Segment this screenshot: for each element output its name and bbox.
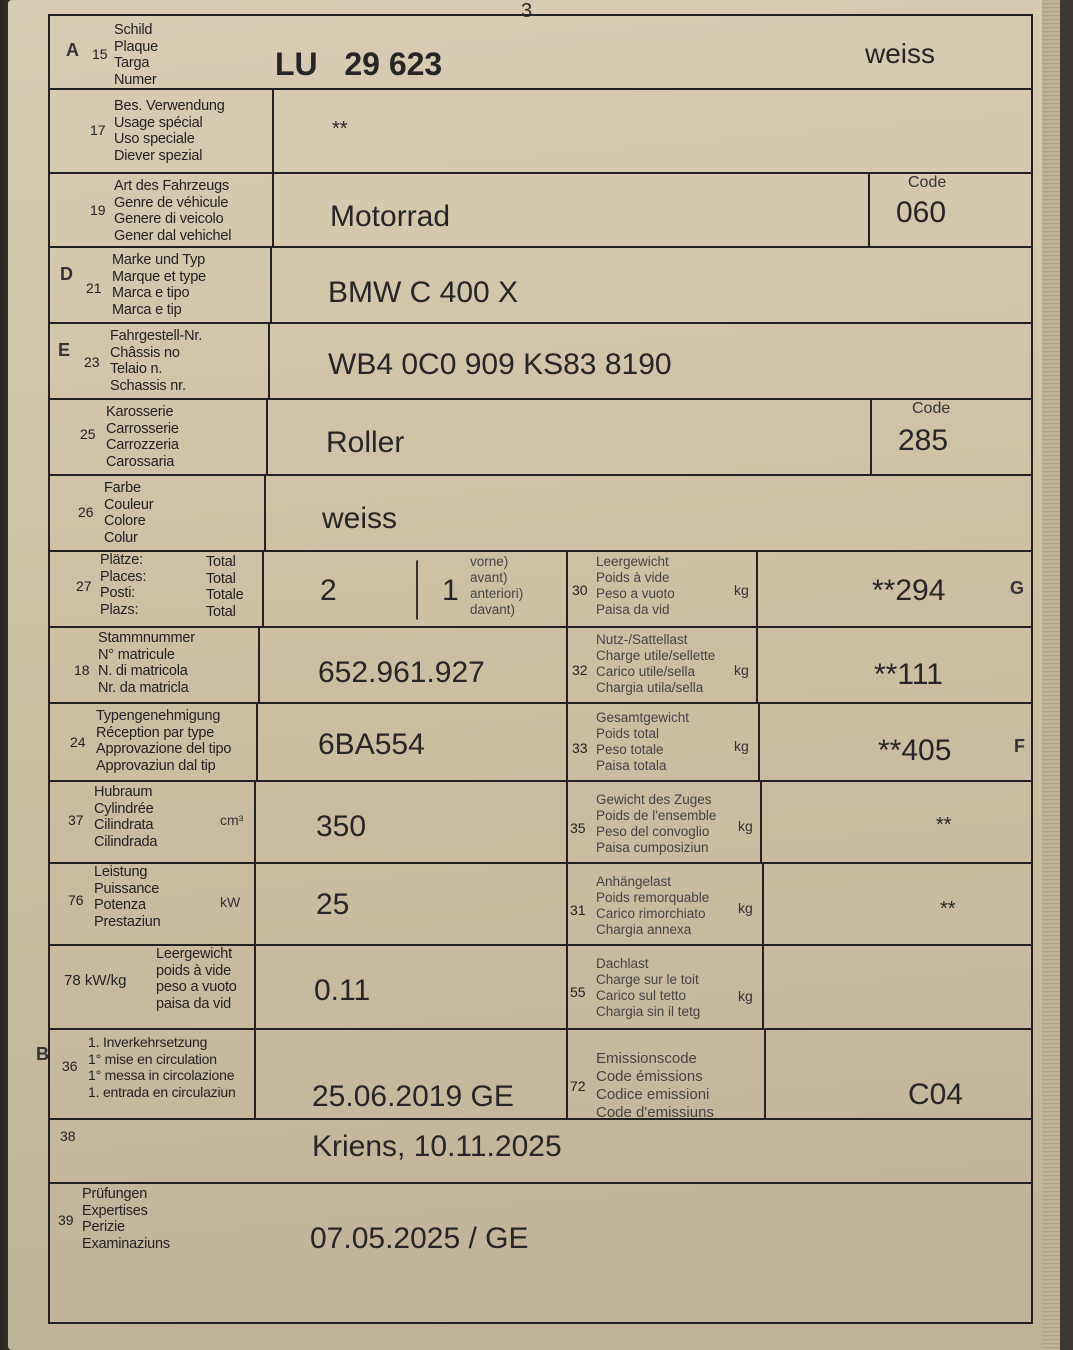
towing-value: **	[940, 898, 956, 920]
page-edge	[1042, 0, 1060, 1350]
field-number: 17	[90, 122, 106, 138]
field-number: 26	[78, 504, 94, 520]
chassis-number: WB4 0C0 909 KS83 8190	[328, 348, 672, 381]
code-label: Code	[908, 174, 947, 191]
field-label: Fahrgestell-Nr. Châssis no Telaio n. Schassis nr.	[110, 328, 203, 394]
field-number: 19	[90, 202, 106, 218]
field-number: 24	[70, 734, 86, 750]
field-label-total: Total Total Totale Total	[206, 554, 244, 620]
field-label: Marke und Typ Marque et type Marca e tipo Marca e tip	[112, 252, 206, 318]
row-place-date	[50, 1120, 1031, 1184]
color-value: weiss	[322, 502, 398, 535]
field-label: Gesamtgewicht Poids total Peso totale Paisa totala	[596, 710, 690, 773]
row-plate	[50, 16, 1031, 90]
field-number: 39	[58, 1212, 74, 1228]
power-weight-value: 0.11	[314, 974, 371, 1007]
field-label: Anhängelast Poids remorquable Carico rimorchiato Chargia annexa	[596, 874, 710, 937]
field-number: 78 kW/kg	[64, 972, 127, 989]
row-body	[50, 400, 1031, 476]
field-number: 31	[570, 902, 586, 918]
unit: kW	[220, 894, 241, 910]
field-label: Dachlast Charge sur le toit Carico sul tetto Chargia sin il tetg	[596, 956, 701, 1019]
field-label: Gewicht des Zuges Poids de l'ensemble Peso del convoglio Paisa cumposiziun	[596, 792, 717, 855]
side-letter-g: G	[1010, 578, 1025, 598]
field-label: 1. Inverkehrsetzung 1° mise en circulation 1° messa in circolazione 1. entrada en circulaziun	[88, 1034, 236, 1100]
field-label: Prüfungen Expertises Perizie Examinaziuns	[82, 1186, 170, 1252]
field-number: 36	[62, 1058, 78, 1074]
field-number: 32	[572, 662, 588, 678]
field-label: Schild Plaque Targa Numer	[114, 22, 158, 88]
field-number: 76	[68, 892, 84, 908]
row-color	[50, 476, 1031, 552]
row-displacement-train-weight	[50, 782, 1031, 864]
field-label: Karosserie Carrosserie Carrozzeria Carossaria	[106, 404, 179, 470]
body-code: 285	[898, 424, 949, 457]
special-use-value: **	[332, 118, 348, 140]
field-number: 38	[60, 1128, 76, 1144]
row-make-type	[50, 248, 1031, 324]
registration-form	[48, 14, 1033, 1324]
field-number: 15	[92, 46, 108, 62]
row-special-use	[50, 90, 1031, 174]
total-weight-value: **405	[878, 734, 952, 767]
row-vehicle-kind	[50, 174, 1031, 248]
row-type-approval-total-weight	[50, 704, 1031, 782]
field-number: 18	[74, 662, 90, 678]
unit: kg	[738, 988, 753, 1004]
side-letter-a: A	[66, 40, 79, 60]
front-label: vorne) avant) anteriori) davant)	[470, 554, 524, 617]
unit: kg	[738, 818, 753, 834]
row-chassis	[50, 324, 1031, 400]
field-label: Stammnummer N° matricule N. di matricola Nr. da matricla	[98, 630, 195, 696]
row-power-towing	[50, 864, 1031, 946]
row-registration-payload	[50, 628, 1031, 704]
first-registration-value: 25.06.2019 GE	[312, 1080, 514, 1113]
unit: cm³	[220, 812, 244, 828]
field-number: 72	[570, 1078, 586, 1094]
field-label: Farbe Couleur Colore Colur	[104, 480, 154, 546]
row-seats-empty-weight	[50, 552, 1031, 628]
emission-code-value: C04	[908, 1078, 964, 1111]
field-label: Bes. Verwendung Usage spécial Uso speciale Diever spezial	[114, 98, 225, 164]
body-value: Roller	[326, 426, 405, 459]
seats-front: 1	[442, 574, 459, 607]
registration-number: 652.961.927	[318, 656, 485, 689]
seats-total: 2	[320, 574, 337, 607]
unit: kg	[734, 738, 749, 754]
inspections-value: 07.05.2025 / GE	[310, 1222, 529, 1255]
code-label: Code	[912, 400, 951, 417]
field-number: 27	[76, 578, 92, 594]
payload-value: **111	[874, 658, 943, 691]
field-label: Nutz-/Sattellast Charge utile/sellette Carico utile/sella Chargia utila/sella	[596, 632, 716, 695]
field-number: 30	[572, 582, 588, 598]
field-number: 25	[80, 426, 96, 442]
empty-weight-value: **294	[872, 574, 946, 607]
place-date-value: Kriens, 10.11.2025	[312, 1130, 562, 1163]
field-label: Art des Fahrzeugs Genre de véhicule Genere di veicolo Gener dal vehichel	[114, 178, 232, 244]
row-inspections	[50, 1184, 1031, 1284]
row-power-weight-roof-load	[50, 946, 1031, 1030]
page-number: 3	[521, 0, 533, 22]
unit: kg	[738, 900, 753, 916]
side-letter-e: E	[58, 340, 71, 360]
field-number: 33	[572, 740, 588, 756]
side-letter-f: F	[1014, 736, 1025, 756]
field-number: 35	[570, 820, 586, 836]
field-number: 37	[68, 812, 84, 828]
plate-number: LU 29 623	[275, 46, 443, 82]
vehicle-kind-value: Motorrad	[330, 200, 451, 233]
field-label: Leistung Puissance Potenza Prestaziun	[94, 864, 161, 930]
field-number: 21	[86, 280, 102, 296]
field-label: Leergewicht Poids à vide Peso a vuoto Paisa da vid	[596, 554, 675, 617]
field-label: Leergewicht poids à vide peso a vuoto paisa da vid	[156, 946, 237, 1012]
field-label: Hubraum Cylindrée Cilindrata Cilindrada	[94, 784, 158, 850]
side-letter-b: B	[36, 1044, 49, 1064]
row-first-registration-emission	[50, 1030, 1031, 1120]
side-letter-d: D	[60, 264, 73, 284]
train-weight-value: **	[936, 814, 952, 836]
power-value: 25	[316, 888, 350, 921]
field-label: Plätze: Places: Posti: Plazs:	[100, 552, 147, 618]
field-number: 55	[570, 984, 586, 1000]
unit: kg	[734, 662, 749, 678]
unit: kg	[734, 582, 749, 598]
field-label: Typengenehmigung Réception par type Approvazione del tipo Approvaziun dal tip	[96, 708, 232, 774]
displacement-value: 350	[316, 810, 367, 843]
type-approval-value: 6BA554	[318, 728, 425, 761]
field-number: 23	[84, 354, 100, 370]
vehicle-kind-code: 060	[896, 196, 947, 229]
make-type-value: BMW C 400 X	[328, 276, 519, 309]
field-label: Emissionscode Code émissions Codice emissioni Code d'emissiuns	[596, 1050, 714, 1121]
plate-color: weiss	[865, 38, 936, 69]
